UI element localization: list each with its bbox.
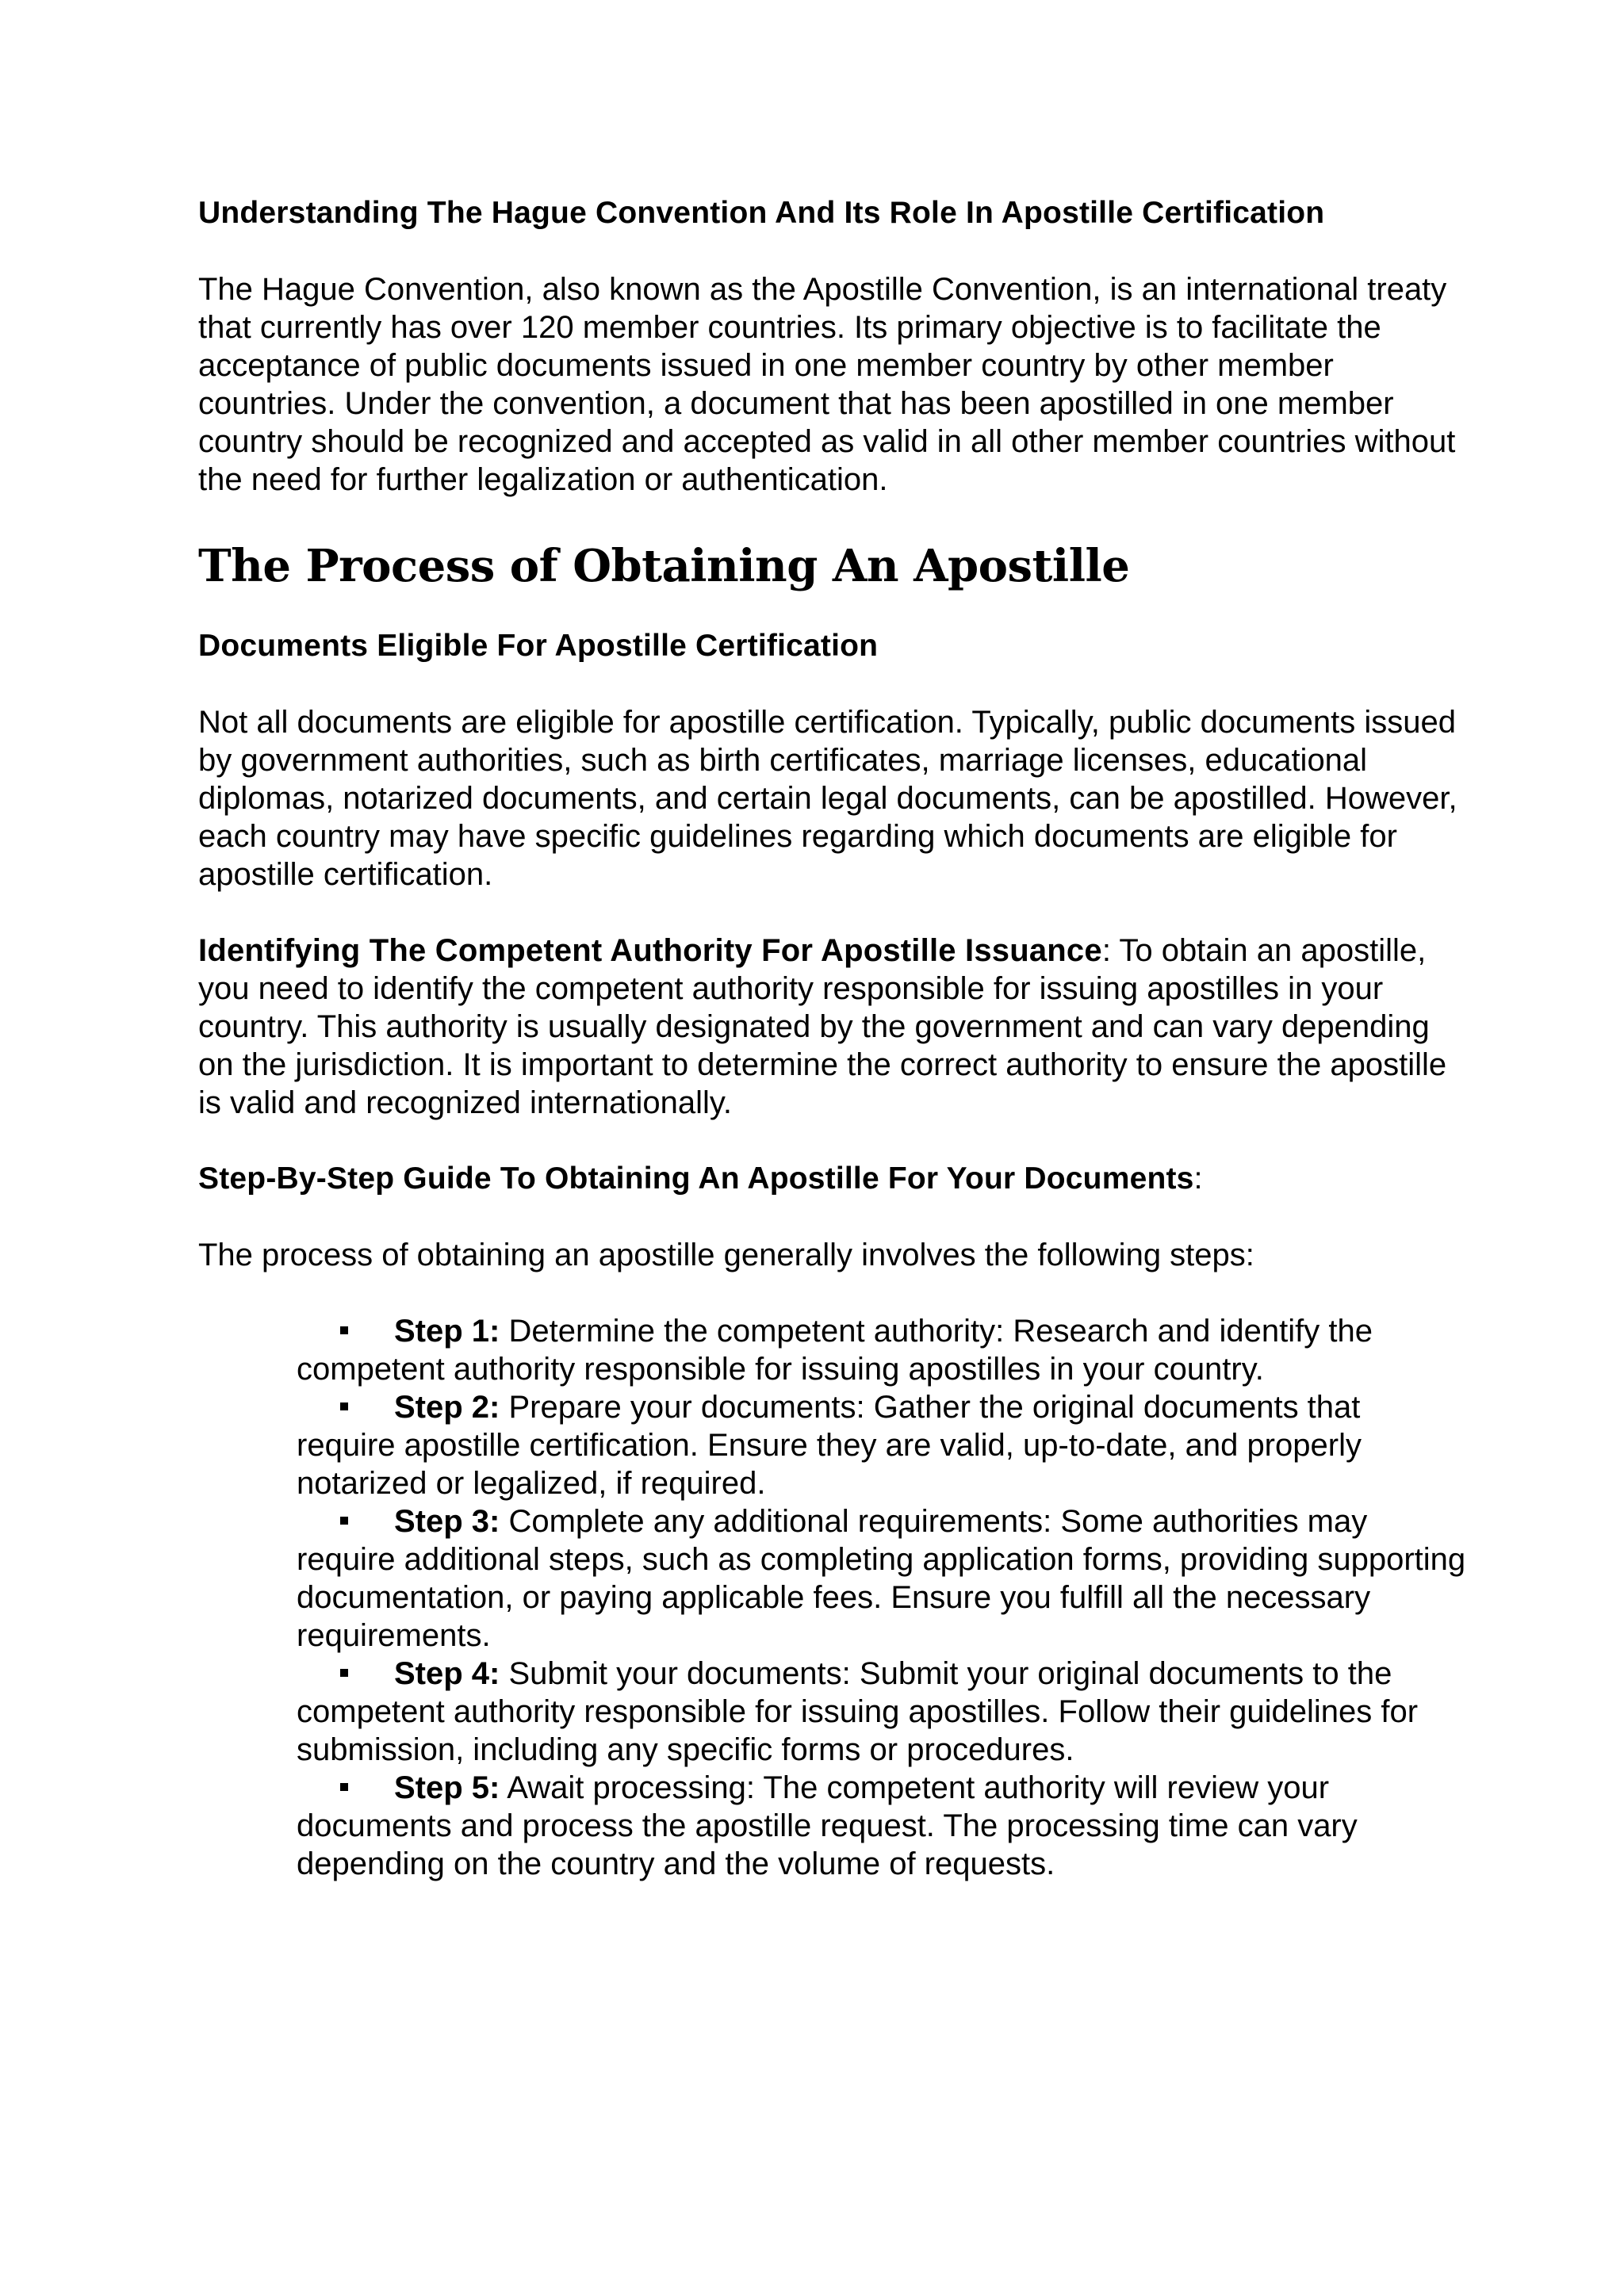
bullet-icon bbox=[340, 1517, 348, 1525]
bullet-icon bbox=[340, 1402, 348, 1410]
eligible-heading: Documents Eligible For Apostille Certification bbox=[198, 629, 879, 663]
step-label: Step 2: bbox=[394, 1390, 500, 1425]
step-text: Complete any additional requirements: Some authorities may require additional steps, such as completing application forms, providing supporting documentation, or paying applicable fees. Ensure you fulfill all the necessary requirements. bbox=[297, 1504, 1466, 1653]
step-label: Step 5: bbox=[394, 1770, 500, 1805]
authority-paragraph bbox=[198, 932, 1467, 1122]
hague-heading: Understanding The Hague Convention And Its Role In Apostille Certification bbox=[198, 196, 1325, 230]
authority-text: : To obtain an apostille, you need to identify the competent authority responsible for issuing apostilles in your country. This authority is usually designated by the government and can vary depending on the jurisdiction. It is important to determine the correct authority to ensure the apostille is valid and recognized internationally. bbox=[198, 933, 1447, 1120]
step-text: Determine the competent authority: Research and identify the competent authority responsible for issuing apostilles in your country. bbox=[297, 1314, 1373, 1387]
authority-label: Identifying The Competent Authority For Apostille Issuance bbox=[198, 933, 1102, 968]
eligible-paragraph: Not all documents are eligible for apostille certification. Typically, public documents issued by government authorities, such as birth certificates, marriage licenses, educational diplomas, notarized documents, and certain legal documents, can be apostilled. However, each country may have specific guidelines regarding which documents are eligible for apostille certification. bbox=[198, 705, 1457, 892]
list-item bbox=[297, 1388, 1467, 1502]
step-label: Step 3: bbox=[394, 1504, 500, 1539]
guide-heading bbox=[198, 1160, 1467, 1198]
list-item bbox=[297, 1655, 1467, 1769]
bullet-icon bbox=[340, 1326, 348, 1334]
document-page bbox=[198, 194, 1467, 1883]
step-label: Step 1: bbox=[394, 1314, 500, 1349]
list-item bbox=[297, 1769, 1467, 1883]
steps-list bbox=[198, 1312, 1467, 1883]
guide-suffix: : bbox=[1193, 1161, 1203, 1196]
bullet-icon bbox=[340, 1669, 348, 1677]
step-text: Prepare your documents: Gather the original documents that require apostille certification. Ensure they are valid, up-to-date, and properly notarized or legalized, if required. bbox=[297, 1390, 1362, 1501]
process-title: The Process of Obtaining An Apostille bbox=[198, 540, 1130, 592]
list-item bbox=[297, 1312, 1467, 1388]
hague-paragraph: The Hague Convention, also known as the Apostille Convention, is an international treaty that currently has over 120 member countries. Its primary objective is to facilitate the acceptance of public documents issued in one member country by other member countries. Under the convention, a document that has been apostilled in one member country should be recognized and accepted as valid in all other member countries without the need for further legalization or authentication. bbox=[198, 272, 1456, 497]
step-text: Await processing: The competent authority will review your documents and process the apostille request. The processing time can vary depending on the country and the volume of requests. bbox=[297, 1770, 1358, 1881]
bullet-icon bbox=[340, 1783, 348, 1791]
list-item bbox=[297, 1502, 1467, 1655]
step-label: Step 4: bbox=[394, 1656, 500, 1691]
guide-label: Step-By-Step Guide To Obtaining An Apostille For Your Documents bbox=[198, 1161, 1194, 1196]
step-text: Submit your documents: Submit your original documents to the competent authority responsible for issuing apostilles. Follow their guidelines for submission, including any specific forms or procedures. bbox=[297, 1656, 1419, 1767]
process-intro: The process of obtaining an apostille generally involves the following steps: bbox=[198, 1238, 1254, 1272]
